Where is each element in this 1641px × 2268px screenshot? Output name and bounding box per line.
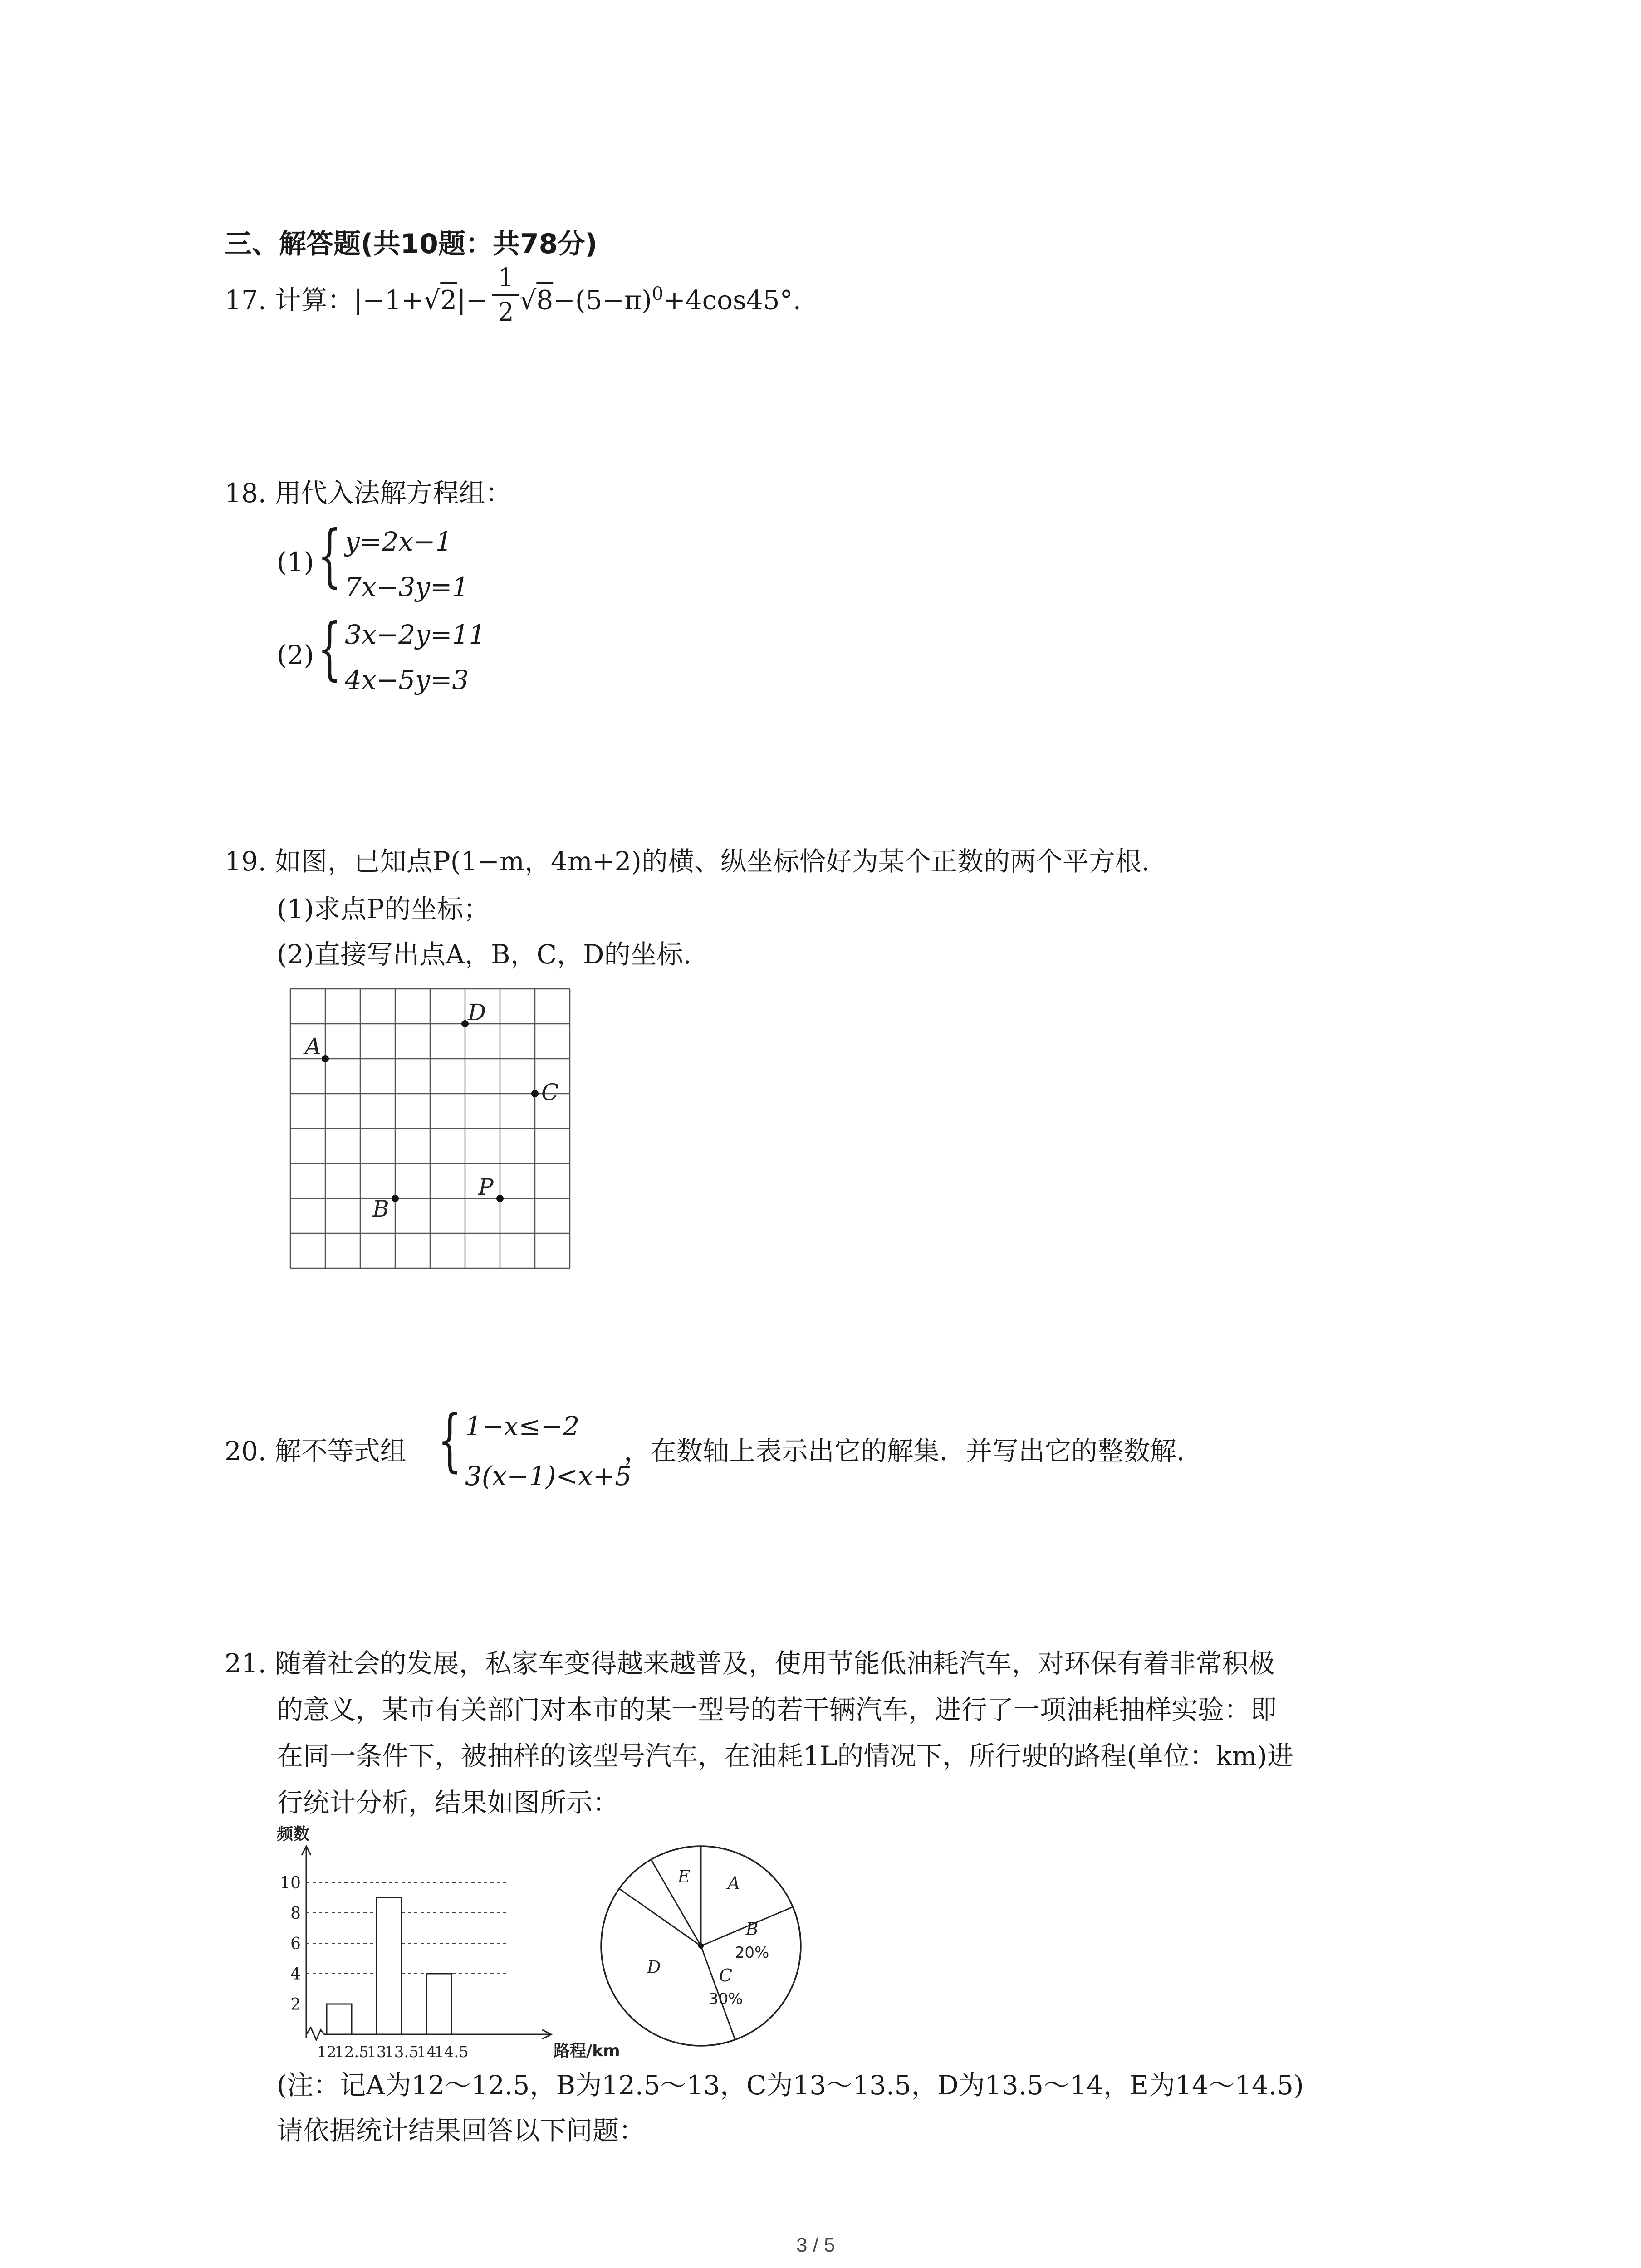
pie-center-dot xyxy=(698,1943,704,1949)
q17-tail2: +4cos45°. xyxy=(663,284,802,316)
grid-point-b xyxy=(392,1195,399,1202)
y-tick-label: 2 xyxy=(290,1995,301,2014)
q21-ask: 请依据统计结果回答以下问题： xyxy=(277,2115,646,2146)
q17-fraction xyxy=(492,263,519,327)
grid-point-label: C xyxy=(541,1079,559,1105)
q17-prefix: 17. 计算：|−1+ xyxy=(225,284,424,316)
grid-point-a xyxy=(322,1055,329,1062)
pie-slice-label: B xyxy=(745,1919,759,1940)
q17-mid: |− xyxy=(457,284,488,316)
q20-prefix: 20. 解不等式组 xyxy=(225,1436,407,1466)
q18-p1-eq1: y=2x−1 xyxy=(345,526,452,557)
pie-slice-label: C xyxy=(719,1965,733,1985)
section-header: 三、解答题(共10题：共78分) xyxy=(225,228,598,260)
pie-slice-label: D xyxy=(647,1957,661,1977)
q18-title: 18. 用代入法解方程组： xyxy=(225,478,512,508)
q17-tail: −(5−π) xyxy=(553,284,652,316)
grid-point-label: P xyxy=(478,1174,494,1200)
brace-icon: { xyxy=(318,516,342,595)
pie-slice-label: E xyxy=(677,1866,691,1887)
q18-part2-label: (2) xyxy=(277,640,314,670)
q21-line2: 的意义，某市有关部门对本市的某一型号的若干辆汽车，进行了一项油耗抽样实验：即 xyxy=(277,1694,1277,1725)
grid-point-label: B xyxy=(372,1196,389,1222)
pie-slice-percent: 30% xyxy=(708,1989,743,2008)
histogram-chart xyxy=(259,1819,620,2073)
x-axis-label: 路程/km xyxy=(554,2042,620,2060)
x-tick-label: 13.5 xyxy=(384,2043,419,2061)
q19-part2: (2)直接写出点A，B，C，D的坐标. xyxy=(277,939,691,970)
grid-point-c xyxy=(531,1090,539,1097)
sqrt-sign-icon: √ xyxy=(519,284,537,316)
q18-p2-eq2: 4x−5y=3 xyxy=(345,665,469,695)
pie-slice-label: A xyxy=(727,1873,740,1893)
y-tick-label: 10 xyxy=(280,1874,301,1892)
brace-icon: { xyxy=(438,1401,462,1480)
q21-line4: 行统计分析，结果如图所示： xyxy=(277,1787,619,1818)
brace-icon: { xyxy=(318,609,342,688)
q18-part1-label: (1) xyxy=(277,547,314,577)
y-tick-label: 8 xyxy=(290,1904,301,1923)
q20-eq2: 3(x−1)<x+5 xyxy=(465,1461,632,1491)
grid-point-p xyxy=(496,1195,504,1202)
q20-suffix: ，在数轴上表示出它的解集．并写出它的整数解. xyxy=(624,1436,1185,1466)
pie-chart xyxy=(594,1839,812,2057)
x-tick-label: 12.5 xyxy=(334,2043,369,2061)
q18-p1-eq2: 7x−3y=1 xyxy=(345,572,469,602)
grid-point-label: A xyxy=(305,1033,322,1060)
pie-slice-percent: 20% xyxy=(735,1944,769,1962)
q17-sqrt2: 2 xyxy=(440,284,457,316)
q20-eq1: 1−x≤−2 xyxy=(465,1411,580,1442)
sqrt-sign-icon: √ xyxy=(423,284,441,316)
histogram-bar xyxy=(426,1974,451,2034)
y-tick-label: 4 xyxy=(290,1965,301,1984)
q17-frac-num: 1 xyxy=(498,263,514,293)
histogram-bar xyxy=(377,1898,402,2035)
x-tick-label: 12 xyxy=(317,2043,337,2061)
q18-p2-eq1: 3x−2y=11 xyxy=(345,619,486,650)
q19-title: 19. 如图，已知点P(1−m，4m+2)的横、纵坐标恰好为某个正数的两个平方根. xyxy=(225,846,1150,877)
x-tick-label: 14.5 xyxy=(434,2043,469,2061)
q19-part1: (1)求点P的坐标； xyxy=(277,894,490,924)
q17-frac-den: 2 xyxy=(498,298,514,327)
q21-note: (注：记A为12～12.5，B为12.5～13，C为13～13.5，D为13.5～14，E为14～14.5) xyxy=(277,2070,1304,2101)
q17-sqrt8: 8 xyxy=(536,284,554,316)
grid-point-label: D xyxy=(468,999,486,1026)
q21-line3: 在同一条件下，被抽样的该型号汽车，在油耗1L的情况下，所行驶的路程(单位：km)进 xyxy=(277,1740,1293,1771)
q21-line1: 21. 随着社会的发展，私家车变得越来越普及，使用节能低油耗汽车，对环保有着非常积极 xyxy=(225,1648,1275,1679)
coordinate-grid-figure xyxy=(281,984,626,1279)
x-tick-label: 13 xyxy=(367,2043,387,2061)
q17-exponent: 0 xyxy=(652,284,664,304)
y-tick-label: 6 xyxy=(290,1935,301,1953)
page-number: 3 / 5 xyxy=(796,2234,835,2256)
histogram-bar xyxy=(327,2004,352,2034)
x-tick-label: 14 xyxy=(416,2043,436,2061)
y-axis-label: 频数 xyxy=(277,1825,310,1843)
axis-break-icon xyxy=(306,2028,324,2040)
